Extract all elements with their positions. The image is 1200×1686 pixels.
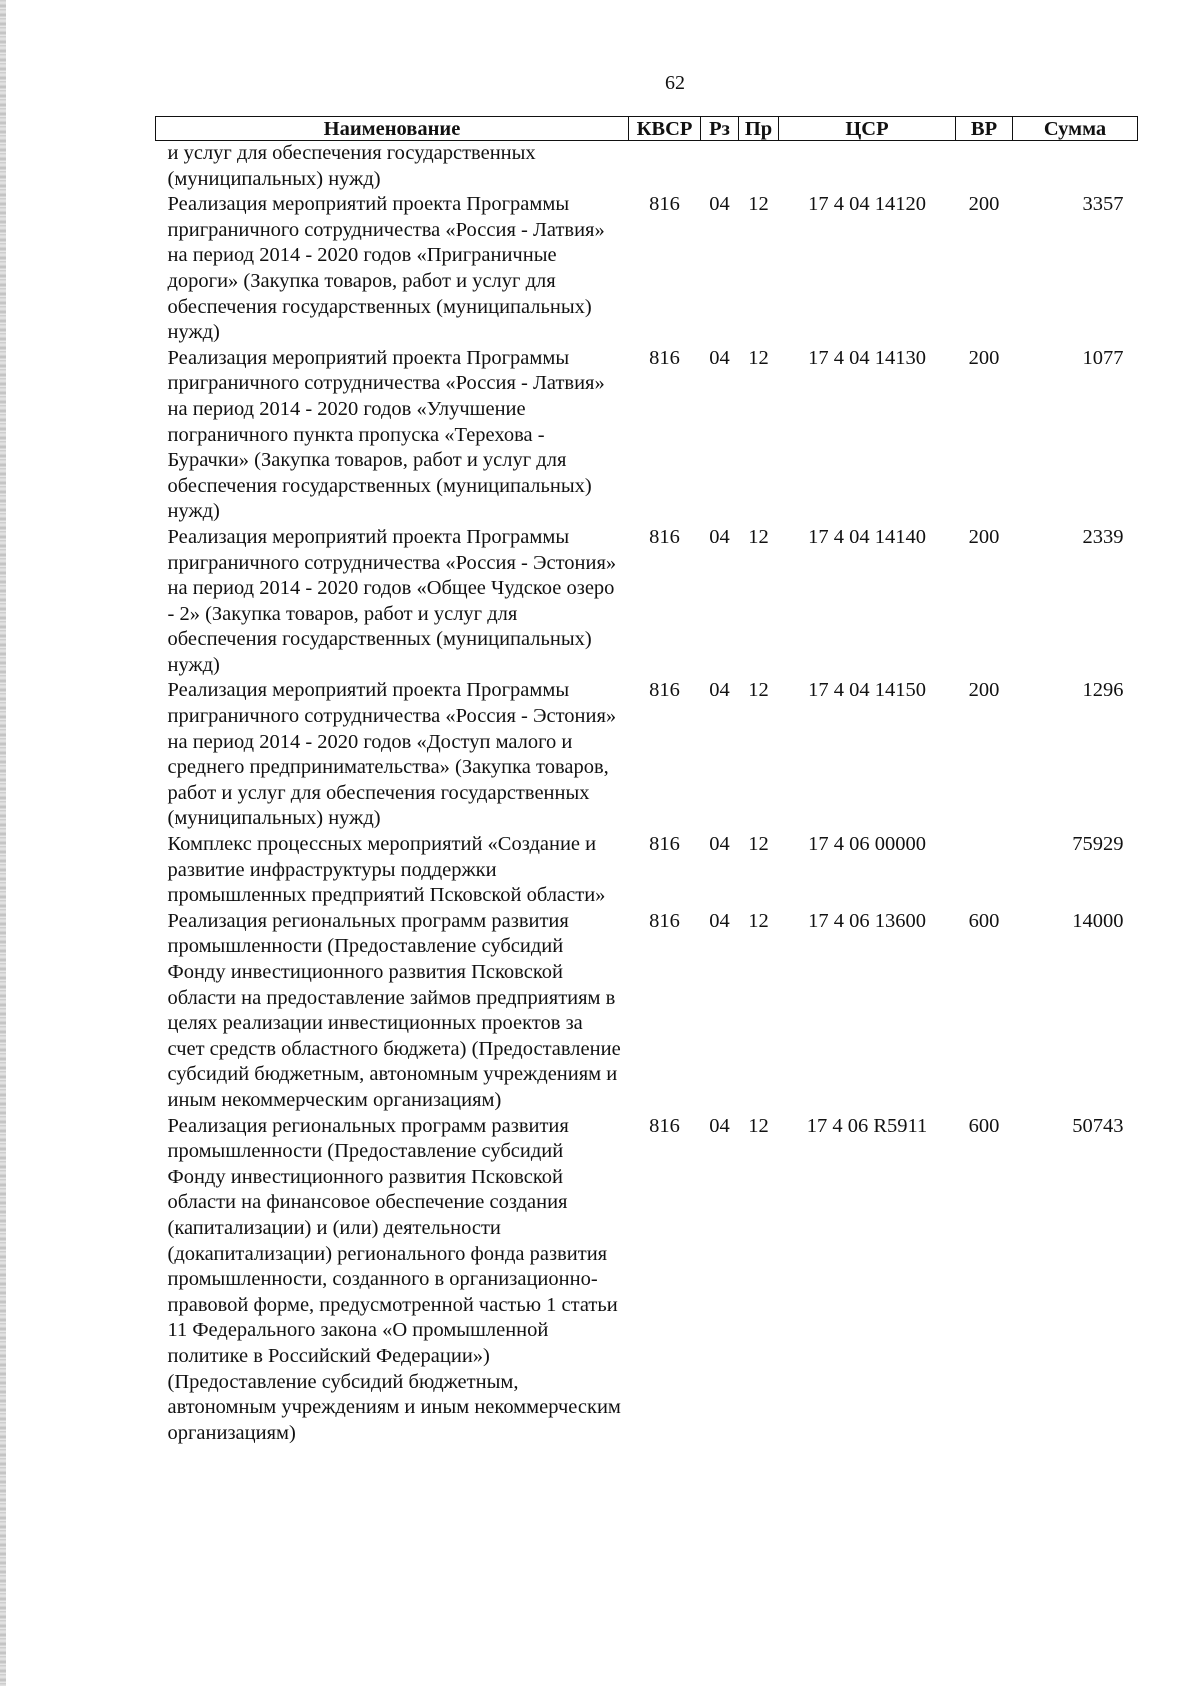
budget-table xyxy=(155,116,1138,1446)
row-sum: 1077 xyxy=(1082,346,1124,369)
header-name: Наименование xyxy=(156,117,629,141)
row-rz: 04 xyxy=(709,193,730,216)
row-kvsr: 816 xyxy=(649,679,680,702)
row-csr: 17 4 04 14120 xyxy=(808,193,926,216)
row-vr xyxy=(956,832,1013,909)
row-kvsr: 816 xyxy=(649,833,680,856)
row-kvsr: 816 xyxy=(649,525,680,548)
row-vr: 200 xyxy=(968,525,1000,548)
row-vr: 200 xyxy=(968,193,1000,216)
row-rz: 04 xyxy=(709,909,730,932)
row-pr xyxy=(739,141,779,193)
row-rz: 04 xyxy=(709,346,730,369)
row-csr: 17 4 06 R5911 xyxy=(806,1114,928,1137)
header-sum: Сумма xyxy=(1013,117,1138,141)
row-vr: 600 xyxy=(968,909,1000,932)
row-sum: 3357 xyxy=(1082,193,1124,216)
header-vr: ВР xyxy=(956,117,1013,141)
row-rz: 04 xyxy=(709,525,730,548)
row-pr: 12 xyxy=(748,909,769,932)
table-row xyxy=(156,909,1138,1114)
table-row xyxy=(156,678,1138,832)
table-row xyxy=(156,525,1138,679)
row-csr: 17 4 06 13600 xyxy=(808,909,926,932)
table-row xyxy=(156,141,1138,193)
row-csr xyxy=(779,141,956,193)
scan-edge xyxy=(0,0,6,1686)
budget-sheet xyxy=(155,116,1137,1446)
table-row xyxy=(156,192,1138,346)
row-name: Комплекс процессных мероприятий «Создание и развитие инфраструктуры поддержки промышленных предприятий Псковской области» xyxy=(167,833,606,907)
page-number: 62 xyxy=(665,72,685,94)
row-name: Реализация мероприятий проекта Программы приграничного сотрудничества «Россия - Латвия» на период 2014 - 2020 годов «Улучшение пограничного пункта пропуска «Терехова - Бурачки» (Закупка товаров, работ и услуг для обеспечения государственных (муниципальных) нужд) xyxy=(167,346,605,523)
header-row xyxy=(156,117,1138,141)
header-pr: Пр xyxy=(739,117,779,141)
row-pr: 12 xyxy=(748,679,769,702)
row-name: Реализация региональных программ развития промышленности (Предоставление субсидий Фонду инвестиционного развития Псковской области на финансовое обеспечение создания (капитализации) и (или) деятельности (докапитализации) регионального фонда развития промышленности, созданного в организационно-правовой форме, предусмотренной частью 1 статьи 11 Федерального закона «О промышленной политике в Российский Федерации») (Предоставление субсидий бюджетным, автономным учреждениям и иным некоммерческим организациям) xyxy=(167,1114,621,1444)
row-csr: 17 4 04 14150 xyxy=(808,679,926,702)
row-name: Реализация мероприятий проекта Программы приграничного сотрудничества «Россия - Эстония» на период 2014 - 2020 годов «Общее Чудское озеро - 2» (Закупка товаров, работ и услуг для обеспечения государственных (муниципальных) нужд) xyxy=(167,525,617,676)
row-sum: 75929 xyxy=(1072,833,1124,856)
row-sum xyxy=(1013,141,1138,193)
table-row xyxy=(156,832,1138,909)
row-vr: 200 xyxy=(968,346,1000,369)
row-sum: 1296 xyxy=(1082,679,1124,702)
row-sum: 2339 xyxy=(1082,525,1124,548)
header-csr: ЦСР xyxy=(779,117,956,141)
row-vr: 200 xyxy=(968,679,1000,702)
row-kvsr: 816 xyxy=(649,1114,680,1137)
row-vr xyxy=(956,141,1013,193)
table-body xyxy=(156,141,1138,1447)
row-rz: 04 xyxy=(709,679,730,702)
row-sum: 14000 xyxy=(1072,909,1124,932)
row-kvsr xyxy=(629,141,701,193)
row-csr: 17 4 04 14130 xyxy=(808,346,926,369)
row-rz: 04 xyxy=(709,833,730,856)
row-kvsr: 816 xyxy=(649,193,680,216)
row-sum: 50743 xyxy=(1072,1114,1124,1137)
row-pr: 12 xyxy=(748,193,769,216)
row-vr: 600 xyxy=(968,1114,1000,1137)
header-kvsr: КВСР xyxy=(629,117,701,141)
row-pr: 12 xyxy=(748,525,769,548)
row-name: Реализация мероприятий проекта Программы приграничного сотрудничества «Россия - Латвия» на период 2014 - 2020 годов «Приграничные дороги» (Закупка товаров, работ и услуг для обеспечения государственных (муниципальных) нужд) xyxy=(167,193,605,344)
row-name: и услуг для обеспечения государственных (муниципальных) нужд) xyxy=(167,142,536,190)
table-row xyxy=(156,346,1138,525)
row-name: Реализация мероприятий проекта Программы приграничного сотрудничества «Россия - Эстония» на период 2014 - 2020 годов «Доступ малого и среднего предпринимательства» (Закупка товаров, работ и услуг для обеспечения государственных (муниципальных) нужд) xyxy=(167,679,617,830)
header-rz: Рз xyxy=(701,117,739,141)
row-pr: 12 xyxy=(748,833,769,856)
row-csr: 17 4 04 14140 xyxy=(808,525,926,548)
row-kvsr: 816 xyxy=(649,909,680,932)
row-name: Реализация региональных программ развития промышленности (Предоставление субсидий Фонду инвестиционного развития Псковской области на предоставление займов предприятиям в целях реализации инвестиционных проектов за счет средств областного бюджета) (Предоставление субсидий бюджетным, автономным учреждениям и иным некоммерческим организациям) xyxy=(167,909,621,1111)
row-pr: 12 xyxy=(748,1114,769,1137)
row-csr: 17 4 06 00000 xyxy=(808,833,926,856)
table-row xyxy=(156,1114,1138,1447)
row-rz xyxy=(701,141,739,193)
row-pr: 12 xyxy=(748,346,769,369)
row-rz: 04 xyxy=(709,1114,730,1137)
row-kvsr: 816 xyxy=(649,346,680,369)
